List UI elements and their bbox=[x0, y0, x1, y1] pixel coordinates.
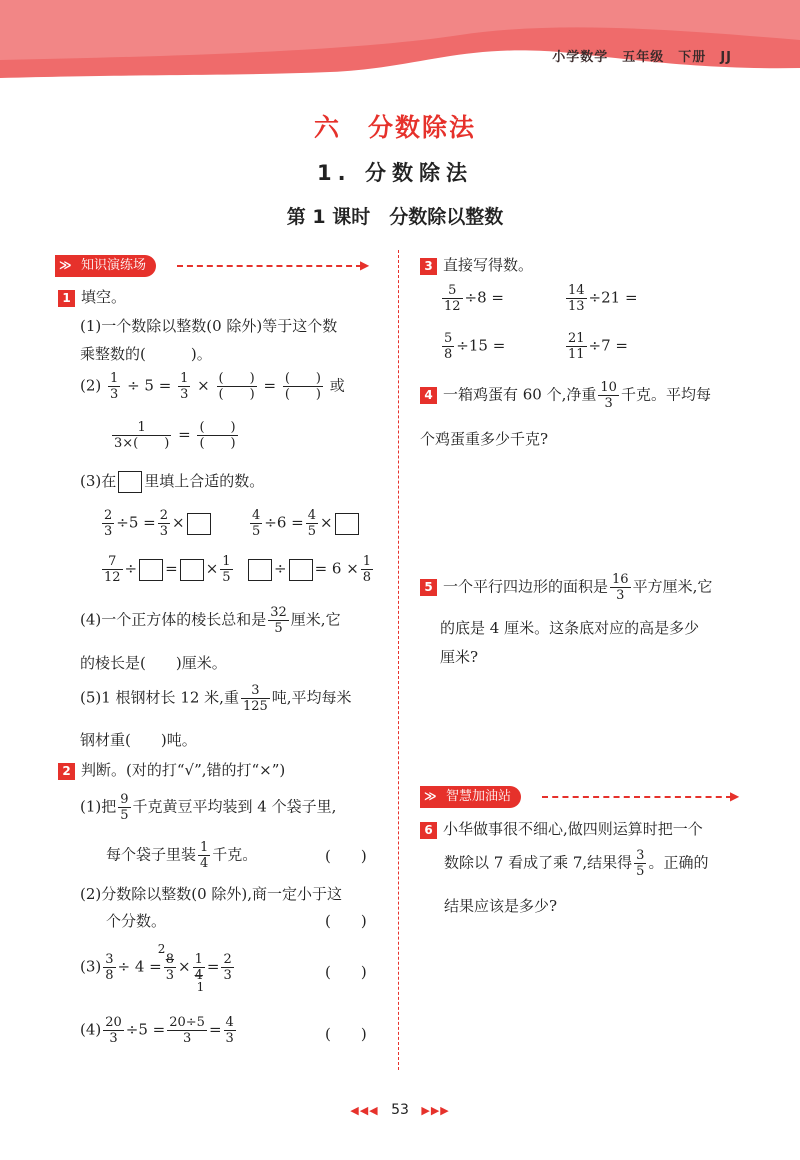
q3-item-c bbox=[440, 331, 505, 362]
op: = 6 × bbox=[314, 559, 359, 578]
q2-p3-equation bbox=[80, 942, 236, 994]
q6-text-c: 。正确的 bbox=[648, 853, 709, 872]
denominator: 3 bbox=[225, 1031, 234, 1046]
denominator[interactable]: ( ) bbox=[199, 436, 236, 451]
p3-label-b: 里填上合适的数。 bbox=[144, 472, 265, 490]
q2-heading bbox=[58, 759, 285, 780]
q4-text-b: 千克。平均每 bbox=[620, 385, 711, 404]
page-footer bbox=[0, 1102, 800, 1118]
answer-box[interactable] bbox=[335, 513, 359, 535]
denominator[interactable]: ( ) bbox=[218, 387, 255, 402]
fraction bbox=[442, 283, 463, 314]
denominator: 3 bbox=[223, 968, 232, 983]
q2-p4-equation bbox=[80, 1015, 238, 1046]
denominator: 5 bbox=[636, 864, 645, 879]
numerator: 1 bbox=[200, 840, 209, 855]
op: ÷ 4 = bbox=[117, 957, 162, 976]
op: = bbox=[208, 1020, 222, 1039]
q6-text-b: 数除以 7 看成了乘 7,结果得 bbox=[444, 853, 633, 872]
q2-p3-prefix: (3) bbox=[80, 957, 102, 976]
fraction bbox=[306, 508, 318, 539]
op: × bbox=[205, 559, 219, 578]
q2-label: 判断。(对的打“√”,错的打“×”) bbox=[81, 761, 286, 779]
arrow-right-icon: ▶ bbox=[360, 258, 370, 272]
q1-p4a bbox=[80, 605, 341, 636]
p5-text-a: (5)1 根钢材长 12 米,重 bbox=[80, 688, 239, 707]
numerator: 1 bbox=[194, 952, 203, 967]
q1-p4c: 的棱长是( )厘米。 bbox=[80, 654, 227, 672]
numerator: 1 bbox=[112, 420, 171, 436]
fraction bbox=[566, 283, 587, 314]
q5-line1 bbox=[420, 572, 712, 603]
numerator: 4 bbox=[252, 508, 261, 523]
numerator: 1 bbox=[180, 371, 189, 386]
fraction bbox=[221, 952, 233, 983]
fraction-blank[interactable] bbox=[217, 371, 257, 402]
q1-heading bbox=[58, 286, 126, 307]
q5-number: 5 bbox=[420, 579, 437, 596]
p3-label-a: (3)在 bbox=[80, 472, 117, 490]
answer-box[interactable] bbox=[289, 559, 313, 581]
numerator: 14 bbox=[568, 283, 585, 298]
fraction bbox=[102, 554, 123, 585]
q6-text-a: 小华做事很不细心,做四则运算时把一个 bbox=[443, 820, 703, 838]
fraction-blank[interactable] bbox=[283, 371, 323, 402]
fraction bbox=[610, 572, 631, 603]
q6-line2 bbox=[444, 848, 708, 879]
denominator[interactable]: ( ) bbox=[284, 387, 321, 402]
answer-box[interactable] bbox=[139, 559, 163, 581]
numerator: 2 bbox=[104, 508, 113, 523]
fraction-blank[interactable] bbox=[197, 420, 237, 451]
q5-text-b: 平方厘米,它 bbox=[632, 577, 713, 596]
lesson-title: 第 1 课时 分数除以整数 bbox=[286, 206, 504, 228]
denominator: 5 bbox=[274, 621, 283, 636]
arrow-right-icon: ▶ bbox=[730, 789, 740, 803]
numerator: 1 bbox=[110, 371, 119, 386]
fraction bbox=[103, 952, 115, 983]
answer-box[interactable] bbox=[248, 559, 272, 581]
q5-line2: 的底是 4 厘米。这条底对应的高是多少 bbox=[440, 619, 700, 637]
denominator: 8 bbox=[444, 347, 453, 362]
op: = bbox=[178, 425, 191, 444]
numerator: 21 bbox=[568, 331, 585, 346]
fraction bbox=[118, 792, 130, 823]
q3-item-d bbox=[564, 331, 628, 362]
numerator: 2 bbox=[159, 508, 169, 523]
q3-item-a bbox=[440, 283, 504, 314]
denominator: 3 bbox=[616, 588, 625, 603]
op: × bbox=[320, 513, 333, 532]
fraction bbox=[268, 605, 289, 636]
numerator: 10 bbox=[600, 380, 617, 395]
q1-p3-label bbox=[80, 470, 264, 493]
denominator: 3 bbox=[109, 1031, 118, 1046]
q6-number: 6 bbox=[420, 822, 437, 839]
op: ÷6 = bbox=[264, 513, 304, 532]
q2-p2b: 个分数。 bbox=[106, 912, 167, 930]
denominator: 4 bbox=[194, 968, 203, 983]
denominator: 8 bbox=[362, 570, 372, 585]
numerator[interactable]: ( ) bbox=[284, 371, 321, 386]
numerator: 3 bbox=[105, 952, 114, 967]
fraction bbox=[634, 848, 646, 879]
denominator: 3 bbox=[604, 396, 613, 411]
fraction bbox=[361, 554, 373, 585]
cancel-mark: 1 bbox=[196, 980, 205, 994]
numerator: 4 bbox=[307, 508, 317, 523]
prev-arrows-icon: ◀◀◀ bbox=[350, 1104, 379, 1117]
fraction bbox=[442, 331, 454, 362]
denominator: 3 bbox=[104, 524, 113, 539]
denominator: 13 bbox=[568, 299, 585, 314]
q2-p1-text-d: 千克。 bbox=[212, 845, 258, 864]
p5-text-b: 吨,平均每米 bbox=[271, 688, 352, 707]
numerator[interactable]: ( ) bbox=[199, 420, 236, 435]
fraction bbox=[250, 508, 262, 539]
dashed-line bbox=[542, 796, 732, 798]
denominator: 11 bbox=[568, 347, 585, 362]
q4-text-a: 一箱鸡蛋有 60 个,净重 bbox=[443, 385, 597, 404]
section-title: 1. 分数除法 bbox=[317, 161, 473, 185]
answer-box[interactable] bbox=[118, 471, 142, 493]
header-subject: 小学数学 bbox=[552, 50, 609, 65]
op: ÷15 = bbox=[456, 336, 506, 355]
denominator: 12 bbox=[104, 570, 121, 585]
op: ÷ 5 = bbox=[127, 376, 172, 395]
denominator: 3 bbox=[165, 968, 175, 983]
dashed-line bbox=[177, 265, 362, 267]
denominator: 3 bbox=[180, 387, 189, 402]
fraction bbox=[112, 420, 171, 451]
fraction bbox=[108, 371, 120, 402]
op: × bbox=[197, 376, 210, 395]
denominator: 12 bbox=[444, 299, 461, 314]
q2-number: 2 bbox=[58, 763, 75, 780]
op: ÷5 = bbox=[125, 1020, 166, 1039]
header-edition: JJ bbox=[720, 50, 732, 65]
header-info bbox=[538, 46, 732, 65]
q1-number: 1 bbox=[58, 290, 75, 307]
header-grade: 五年级 bbox=[622, 50, 665, 65]
op: × bbox=[178, 957, 191, 976]
judgement-paren-4[interactable]: ( ) bbox=[325, 1025, 367, 1043]
q1-p3-eq4 bbox=[246, 554, 375, 585]
op: = bbox=[165, 559, 178, 578]
q1-p2-equation-b bbox=[110, 420, 240, 451]
q1-p1a: (1)一个数除以整数(0 除外)等于这个数 bbox=[80, 317, 338, 335]
op: ÷21 = bbox=[588, 288, 638, 307]
unit-title: 六 分数除法 bbox=[313, 113, 476, 142]
q2-p1-text-b: 千克黄豆平均装到 4 个袋子里, bbox=[132, 797, 337, 816]
q3-number: 3 bbox=[420, 258, 437, 275]
q1-p1b: 乘整数的( )。 bbox=[80, 345, 212, 363]
numerator: 2 bbox=[223, 952, 232, 967]
q1-p2-equation bbox=[80, 371, 345, 402]
denominator: 5 bbox=[222, 570, 231, 585]
q1-label: 填空。 bbox=[81, 288, 127, 306]
fraction bbox=[103, 1015, 124, 1046]
fraction bbox=[193, 952, 205, 994]
denominator: 125 bbox=[242, 699, 268, 714]
column-divider bbox=[398, 250, 399, 1070]
header-term: 下册 bbox=[678, 50, 707, 65]
q3-heading bbox=[420, 254, 533, 275]
op: = bbox=[206, 957, 220, 976]
op: ÷ bbox=[274, 559, 287, 578]
numerator: 3 bbox=[241, 683, 270, 699]
p4-text-a: (4)一个正方体的棱长总和是 bbox=[80, 610, 267, 629]
q4-line1 bbox=[420, 380, 711, 411]
judgement-paren-3[interactable]: ( ) bbox=[325, 963, 367, 981]
q3-label: 直接写得数。 bbox=[443, 256, 534, 274]
fraction bbox=[241, 683, 270, 714]
fraction bbox=[167, 1015, 207, 1046]
wisdom-banner-label: 智慧加油站 bbox=[420, 786, 521, 808]
denominator: 8 bbox=[105, 968, 114, 983]
denominator: 3 bbox=[182, 1031, 192, 1046]
op: ÷8 = bbox=[464, 288, 504, 307]
next-arrows-icon: ▶▶▶ bbox=[421, 1104, 450, 1117]
q1-p3-eq2 bbox=[248, 508, 361, 539]
q2-p2a: (2)分数除以整数(0 除外),商一定小于这 bbox=[80, 885, 343, 903]
numerator: 20÷5 bbox=[169, 1015, 205, 1030]
or-text: 或 bbox=[329, 376, 345, 395]
denominator: 3 bbox=[110, 387, 119, 402]
numerator: 16 bbox=[612, 572, 629, 587]
q6-line1 bbox=[420, 818, 703, 839]
p4-text-b: 厘米,它 bbox=[290, 610, 341, 629]
answer-box[interactable] bbox=[180, 559, 204, 581]
op: = bbox=[263, 376, 277, 395]
fraction bbox=[566, 331, 587, 362]
numerator: 20 bbox=[105, 1015, 122, 1030]
fraction bbox=[102, 508, 114, 539]
cancel-mark: 2 bbox=[157, 942, 166, 956]
op: × bbox=[172, 513, 185, 532]
chevron-icon: ≫ bbox=[59, 258, 72, 272]
q1-p5a bbox=[80, 683, 352, 714]
q1-p3-eq3 bbox=[100, 554, 235, 585]
q2-p1-text-a: (1)把 bbox=[80, 797, 117, 816]
denominator: 4 bbox=[200, 856, 209, 871]
denominator: 5 bbox=[307, 524, 317, 539]
q5-text-a: 一个平行四边形的面积是 bbox=[443, 577, 609, 596]
q2-p1-text-c: 每个袋子里装 bbox=[106, 845, 197, 864]
numerator: 4 bbox=[225, 1015, 234, 1030]
chevron-icon: ≫ bbox=[424, 789, 437, 803]
denominator: 3 bbox=[159, 524, 169, 539]
numerator: 7 bbox=[102, 554, 123, 570]
numerator: 8 bbox=[165, 952, 175, 967]
denominator: 3×( ) bbox=[114, 436, 170, 451]
header-band bbox=[0, 0, 800, 80]
page-number: 53 bbox=[391, 1102, 409, 1118]
q2-p1a bbox=[80, 792, 336, 823]
q4-number: 4 bbox=[420, 387, 437, 404]
q6-line3: 结果应该是多少? bbox=[444, 897, 558, 915]
denominator: 5 bbox=[120, 808, 129, 823]
fraction bbox=[224, 1015, 236, 1046]
q2-p4-prefix: (4) bbox=[80, 1020, 102, 1039]
fraction bbox=[178, 371, 190, 402]
practice-banner bbox=[55, 255, 375, 277]
practice-banner-label: 知识演练场 bbox=[55, 255, 156, 277]
fraction bbox=[158, 508, 170, 539]
q1-p5c: 钢材重( )吨。 bbox=[80, 731, 197, 749]
q2-p1c bbox=[106, 840, 257, 871]
q1-p3-eq1 bbox=[100, 508, 213, 539]
fraction bbox=[157, 942, 176, 983]
q5-line3: 厘米? bbox=[440, 648, 479, 666]
numerator: 5 bbox=[444, 331, 453, 346]
numerator: 32 bbox=[270, 605, 287, 620]
numerator: 1 bbox=[222, 554, 231, 569]
judgement-paren-1[interactable]: ( ) bbox=[325, 847, 367, 865]
judgement-paren-2[interactable]: ( ) bbox=[325, 912, 367, 930]
numerator: 9 bbox=[120, 792, 129, 807]
wisdom-banner bbox=[420, 786, 745, 808]
answer-box[interactable] bbox=[187, 513, 211, 535]
numerator[interactable]: ( ) bbox=[218, 371, 255, 386]
op: ÷ bbox=[124, 559, 138, 578]
op: ÷7 = bbox=[588, 336, 628, 355]
numerator: 3 bbox=[636, 848, 645, 863]
denominator: 5 bbox=[252, 524, 261, 539]
q1-p2-prefix: (2) bbox=[80, 376, 102, 395]
fraction bbox=[198, 840, 210, 871]
numerator: 5 bbox=[442, 283, 463, 299]
fraction bbox=[220, 554, 232, 585]
fraction bbox=[598, 380, 619, 411]
numerator: 1 bbox=[362, 554, 372, 569]
op: ÷5 = bbox=[116, 513, 156, 532]
q4-line2: 个鸡蛋重多少千克? bbox=[420, 430, 549, 448]
q3-item-b bbox=[564, 283, 638, 314]
